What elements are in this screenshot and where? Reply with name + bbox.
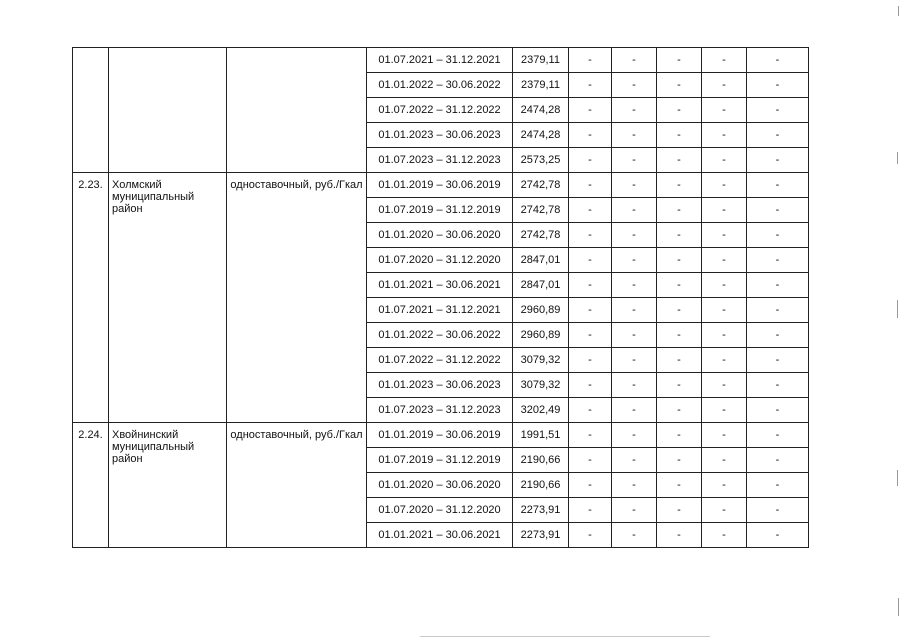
row-number: [73, 48, 109, 173]
empty-dash-cell: -: [702, 48, 747, 73]
period-cell: 01.01.2021 – 30.06.2021: [367, 273, 513, 298]
tariff-value-cell: 3079,32: [513, 348, 569, 373]
empty-dash-cell: -: [569, 123, 612, 148]
empty-dash-cell: -: [612, 173, 657, 198]
empty-dash-cell: -: [657, 198, 702, 223]
empty-dash-cell: -: [702, 448, 747, 473]
tariff-value-cell: 3202,49: [513, 398, 569, 423]
empty-dash-cell: -: [747, 223, 809, 248]
empty-dash-cell: -: [747, 123, 809, 148]
empty-dash-cell: -: [747, 73, 809, 98]
empty-dash-cell: -: [747, 198, 809, 223]
empty-dash-cell: -: [612, 223, 657, 248]
tariff-value-cell: 2379,11: [513, 48, 569, 73]
empty-dash-cell: -: [569, 498, 612, 523]
tariff-value-cell: 2742,78: [513, 173, 569, 198]
empty-dash-cell: -: [747, 423, 809, 448]
empty-dash-cell: -: [612, 273, 657, 298]
empty-dash-cell: -: [747, 448, 809, 473]
tariff-table: [72, 47, 809, 548]
empty-dash-cell: -: [612, 298, 657, 323]
scan-edge-mark: [897, 470, 898, 486]
empty-dash-cell: -: [747, 148, 809, 173]
empty-dash-cell: -: [657, 98, 702, 123]
table-row: [73, 173, 809, 198]
empty-dash-cell: -: [569, 473, 612, 498]
tariff-value-cell: 2847,01: [513, 248, 569, 273]
empty-dash-cell: -: [702, 323, 747, 348]
empty-dash-cell: -: [657, 298, 702, 323]
period-cell: 01.07.2023 – 31.12.2023: [367, 398, 513, 423]
empty-dash-cell: -: [747, 348, 809, 373]
empty-dash-cell: -: [702, 473, 747, 498]
empty-dash-cell: -: [569, 273, 612, 298]
empty-dash-cell: -: [702, 523, 747, 548]
empty-dash-cell: -: [569, 73, 612, 98]
period-cell: 01.01.2022 – 30.06.2022: [367, 73, 513, 98]
empty-dash-cell: -: [612, 523, 657, 548]
empty-dash-cell: -: [747, 298, 809, 323]
tariff-value-cell: 2742,78: [513, 223, 569, 248]
empty-dash-cell: -: [702, 123, 747, 148]
empty-dash-cell: -: [747, 523, 809, 548]
empty-dash-cell: -: [702, 148, 747, 173]
period-cell: 01.07.2023 – 31.12.2023: [367, 148, 513, 173]
empty-dash-cell: -: [657, 148, 702, 173]
empty-dash-cell: -: [702, 273, 747, 298]
tariff-value-cell: 2960,89: [513, 298, 569, 323]
empty-dash-cell: -: [569, 298, 612, 323]
empty-dash-cell: -: [569, 48, 612, 73]
period-cell: 01.01.2019 – 30.06.2019: [367, 423, 513, 448]
tariff-type: [227, 48, 367, 173]
empty-dash-cell: -: [657, 498, 702, 523]
period-cell: 01.07.2020 – 31.12.2020: [367, 248, 513, 273]
empty-dash-cell: -: [569, 198, 612, 223]
empty-dash-cell: -: [747, 473, 809, 498]
tariff-value-cell: 2960,89: [513, 323, 569, 348]
tariff-value-cell: 2273,91: [513, 498, 569, 523]
tariff-value-cell: 1991,51: [513, 423, 569, 448]
empty-dash-cell: -: [657, 373, 702, 398]
empty-dash-cell: -: [702, 223, 747, 248]
tariff-value-cell: 2573,25: [513, 148, 569, 173]
empty-dash-cell: -: [702, 298, 747, 323]
period-cell: 01.01.2023 – 30.06.2023: [367, 373, 513, 398]
empty-dash-cell: -: [569, 348, 612, 373]
empty-dash-cell: -: [657, 73, 702, 98]
empty-dash-cell: -: [702, 398, 747, 423]
empty-dash-cell: -: [657, 223, 702, 248]
empty-dash-cell: -: [569, 523, 612, 548]
empty-dash-cell: -: [612, 48, 657, 73]
empty-dash-cell: -: [657, 248, 702, 273]
period-cell: 01.07.2019 – 31.12.2019: [367, 198, 513, 223]
tariff-value-cell: 2190,66: [513, 473, 569, 498]
empty-dash-cell: -: [612, 73, 657, 98]
empty-dash-cell: -: [612, 423, 657, 448]
empty-dash-cell: -: [612, 123, 657, 148]
empty-dash-cell: -: [657, 323, 702, 348]
empty-dash-cell: -: [569, 398, 612, 423]
scan-edge-mark: [898, 598, 899, 616]
empty-dash-cell: -: [657, 123, 702, 148]
period-cell: 01.07.2022 – 31.12.2022: [367, 348, 513, 373]
empty-dash-cell: -: [747, 48, 809, 73]
empty-dash-cell: -: [702, 173, 747, 198]
period-cell: 01.07.2019 – 31.12.2019: [367, 448, 513, 473]
period-cell: 01.07.2021 – 31.12.2021: [367, 298, 513, 323]
table-row: [73, 48, 809, 73]
empty-dash-cell: -: [612, 148, 657, 173]
tariff-value-cell: 2474,28: [513, 123, 569, 148]
period-cell: 01.01.2020 – 30.06.2020: [367, 473, 513, 498]
empty-dash-cell: -: [702, 348, 747, 373]
table-body: [73, 48, 809, 548]
scan-edge-mark: [897, 152, 898, 164]
row-number: 2.23.: [73, 173, 109, 423]
empty-dash-cell: -: [747, 273, 809, 298]
empty-dash-cell: -: [702, 498, 747, 523]
empty-dash-cell: -: [569, 323, 612, 348]
empty-dash-cell: -: [657, 448, 702, 473]
empty-dash-cell: -: [612, 248, 657, 273]
empty-dash-cell: -: [569, 448, 612, 473]
empty-dash-cell: -: [612, 498, 657, 523]
tariff-value-cell: 2273,91: [513, 523, 569, 548]
empty-dash-cell: -: [569, 373, 612, 398]
empty-dash-cell: -: [657, 423, 702, 448]
empty-dash-cell: -: [747, 498, 809, 523]
empty-dash-cell: -: [657, 48, 702, 73]
tariff-value-cell: 2742,78: [513, 198, 569, 223]
empty-dash-cell: -: [702, 198, 747, 223]
empty-dash-cell: -: [612, 448, 657, 473]
empty-dash-cell: -: [657, 173, 702, 198]
empty-dash-cell: -: [747, 173, 809, 198]
empty-dash-cell: -: [747, 323, 809, 348]
period-cell: 01.01.2023 – 30.06.2023: [367, 123, 513, 148]
tariff-value-cell: 2190,66: [513, 448, 569, 473]
empty-dash-cell: -: [747, 373, 809, 398]
scan-edge-mark: [897, 300, 898, 318]
empty-dash-cell: -: [702, 98, 747, 123]
row-number: 2.24.: [73, 423, 109, 548]
empty-dash-cell: -: [612, 323, 657, 348]
empty-dash-cell: -: [657, 398, 702, 423]
period-cell: 01.01.2019 – 30.06.2019: [367, 173, 513, 198]
empty-dash-cell: -: [702, 248, 747, 273]
empty-dash-cell: -: [702, 423, 747, 448]
tariff-value-cell: 2474,28: [513, 98, 569, 123]
empty-dash-cell: -: [612, 398, 657, 423]
empty-dash-cell: -: [657, 473, 702, 498]
empty-dash-cell: -: [747, 98, 809, 123]
tariff-type: одноставочный, руб./Гкал: [227, 423, 367, 548]
period-cell: 01.07.2021 – 31.12.2021: [367, 48, 513, 73]
empty-dash-cell: -: [569, 173, 612, 198]
empty-dash-cell: -: [612, 348, 657, 373]
empty-dash-cell: -: [612, 473, 657, 498]
municipality-name: Хвойнинский муниципальный район: [109, 423, 227, 548]
empty-dash-cell: -: [747, 398, 809, 423]
period-cell: 01.01.2021 – 30.06.2021: [367, 523, 513, 548]
empty-dash-cell: -: [612, 98, 657, 123]
tariff-value-cell: 2379,11: [513, 73, 569, 98]
empty-dash-cell: -: [569, 248, 612, 273]
empty-dash-cell: -: [612, 198, 657, 223]
period-cell: 01.01.2020 – 30.06.2020: [367, 223, 513, 248]
scan-edge-mark: [898, 6, 899, 16]
scan-bottom-mark: [420, 636, 710, 637]
empty-dash-cell: -: [657, 348, 702, 373]
municipality-name: [109, 48, 227, 173]
empty-dash-cell: -: [702, 73, 747, 98]
tariff-value-cell: 3079,32: [513, 373, 569, 398]
empty-dash-cell: -: [657, 273, 702, 298]
period-cell: 01.07.2020 – 31.12.2020: [367, 498, 513, 523]
period-cell: 01.01.2022 – 30.06.2022: [367, 323, 513, 348]
empty-dash-cell: -: [569, 423, 612, 448]
empty-dash-cell: -: [569, 223, 612, 248]
tariff-value-cell: 2847,01: [513, 273, 569, 298]
tariff-type: одноставочный, руб./Гкал: [227, 173, 367, 423]
municipality-name: Холмский муниципальный район: [109, 173, 227, 423]
empty-dash-cell: -: [747, 248, 809, 273]
table-row: [73, 423, 809, 448]
empty-dash-cell: -: [569, 98, 612, 123]
empty-dash-cell: -: [612, 373, 657, 398]
empty-dash-cell: -: [657, 523, 702, 548]
period-cell: 01.07.2022 – 31.12.2022: [367, 98, 513, 123]
empty-dash-cell: -: [702, 373, 747, 398]
empty-dash-cell: -: [569, 148, 612, 173]
